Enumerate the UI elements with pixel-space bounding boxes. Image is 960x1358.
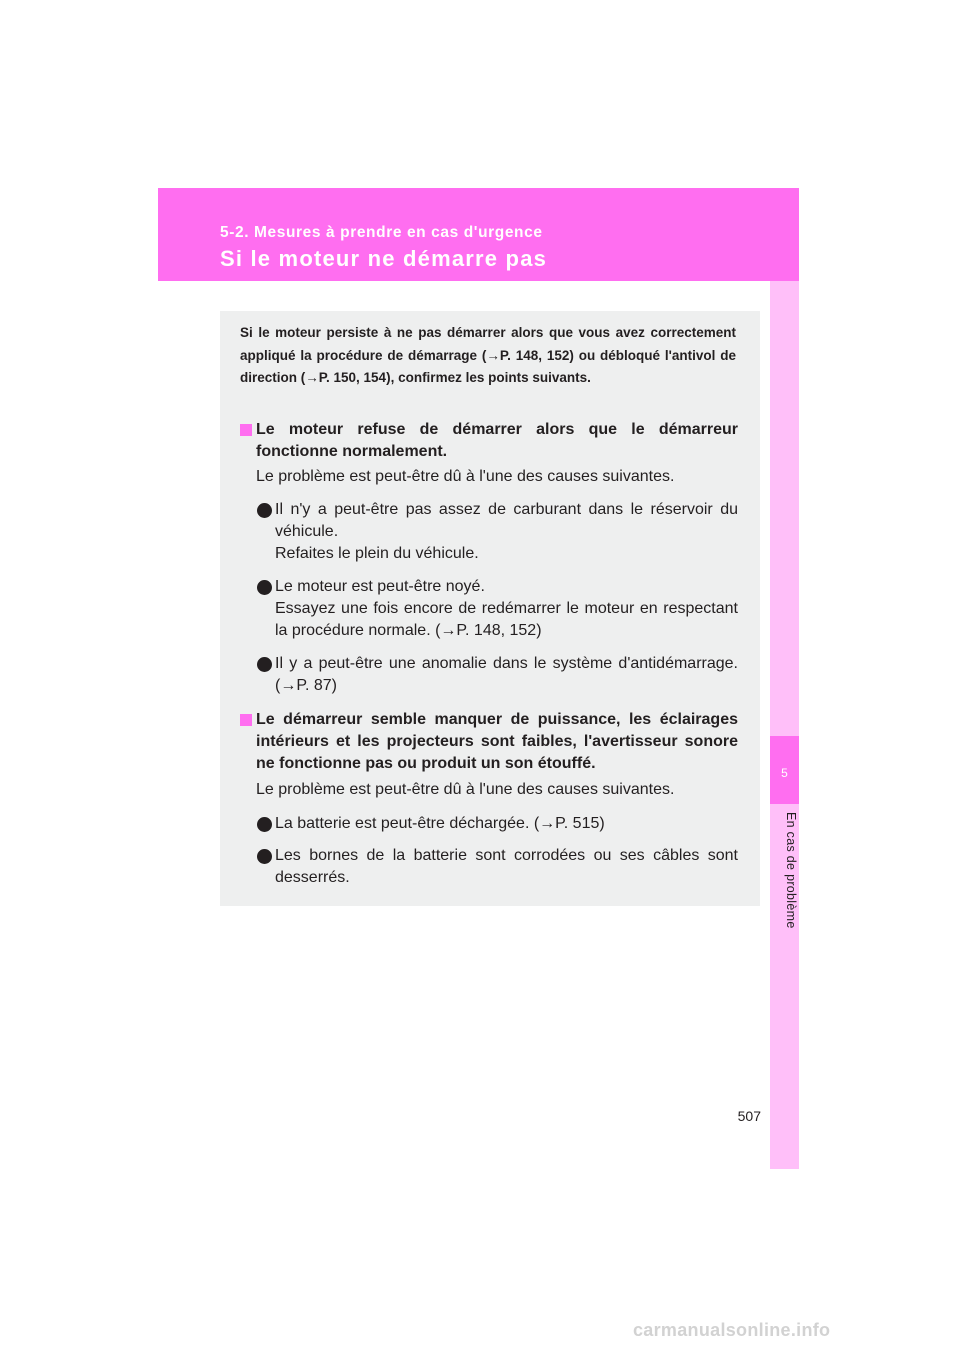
- list-item: [275, 813, 738, 835]
- list-item-text: Il y a peut-être une anomalie dans le système d'antidémarrage. (→P. 87): [275, 655, 738, 694]
- chapter-number: 5: [781, 766, 788, 780]
- chapter-title: En cas de problème: [784, 812, 798, 929]
- section-lead: Le problème est peut-être dû à l'une des causes suivantes.: [256, 468, 675, 485]
- chapter-side-strip: [770, 281, 799, 1169]
- section-heading: Le démarreur semble manquer de puissance, les éclairages intérieurs et les projecteurs sont faibles, l'avertisseur sonore ne fonctionne pas ou produit un son étouffé.: [256, 711, 738, 772]
- section-label: 5-2. Mesures à prendre en cas d'urgence: [220, 224, 543, 241]
- content-box: [220, 311, 760, 906]
- list-item-note: Essayez une fois encore de redémarrer le moteur en respectant la procédure normale. (→P. 148, 152): [275, 600, 738, 639]
- intro-paragraph: Si le moteur persiste à ne pas démarrer alors que vous avez correctement appliqué la procédure de démarrage (→P. 148, 152) ou débloqué l'antivol de direction (→P. 150, 154), confirmez les points suivants.: [240, 325, 736, 385]
- bullet-dot-icon: [257, 657, 272, 672]
- section-heading: Le moteur refuse de démarrer alors que le démarreur fonctionne normalement.: [256, 421, 738, 460]
- header-band: [158, 188, 799, 281]
- list-item-text: Les bornes de la batterie sont corrodées ou ses câbles sont desserrés.: [275, 847, 738, 886]
- list-item: [275, 845, 738, 889]
- list-item: [275, 576, 738, 642]
- bullet-dot-icon: [257, 849, 272, 864]
- section-lead: Le problème est peut-être dû à l'une des causes suivantes.: [256, 781, 675, 798]
- page-title: Si le moteur ne démarre pas: [220, 246, 548, 271]
- bullet-dot-icon: [257, 817, 272, 832]
- bullet-dot-icon: [257, 580, 272, 595]
- watermark[interactable]: carmanualsonline.info: [633, 1320, 831, 1340]
- chapter-tab[interactable]: [770, 736, 799, 804]
- list-item: [275, 499, 738, 565]
- bullet-dot-icon: [257, 503, 272, 518]
- list-item-note: Refaites le plein du véhicule.: [275, 545, 479, 562]
- list-item-text: Le moteur est peut-être noyé.: [275, 578, 485, 595]
- pink-square-bullet-icon: [240, 714, 252, 726]
- list-item: [275, 653, 738, 697]
- list-item-text: La batterie est peut-être déchargée. (→P. 515): [275, 815, 605, 832]
- list-item-text: Il n'y a peut-être pas assez de carburant dans le réservoir du véhicule.: [275, 501, 738, 540]
- page-number: 507: [737, 1108, 761, 1124]
- pink-square-bullet-icon: [240, 424, 252, 436]
